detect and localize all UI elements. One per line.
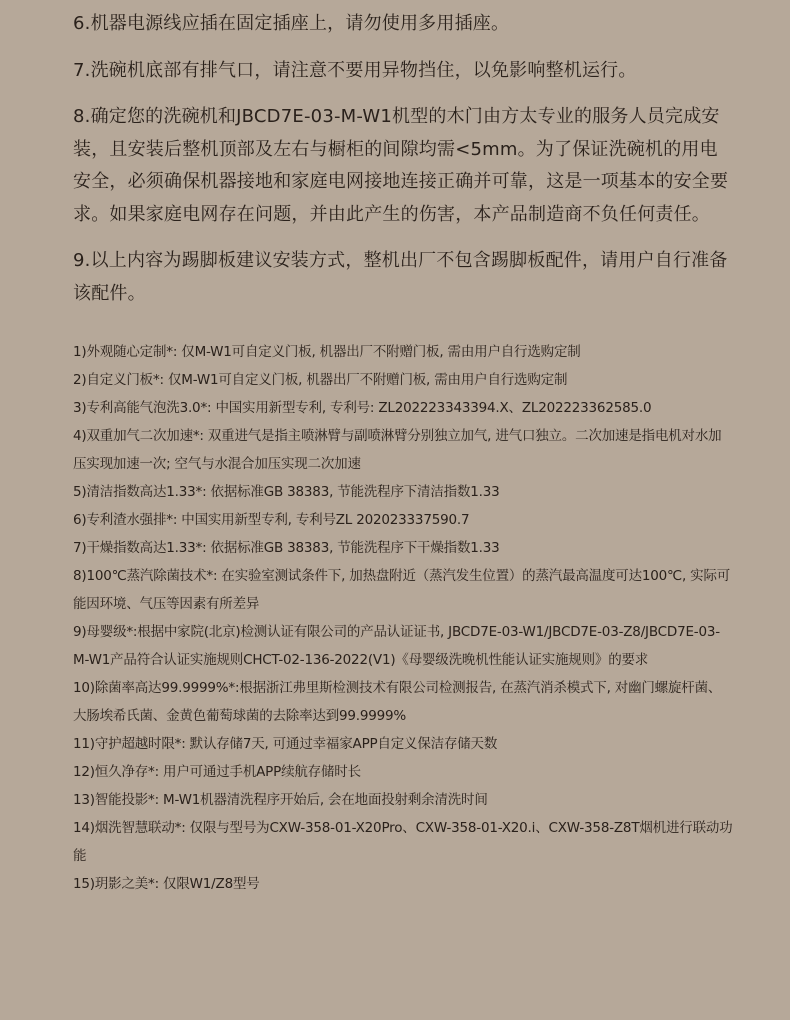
footnote-title: 100℃蒸汽除菌技术* — [86, 568, 213, 584]
footnote-item — [73, 478, 734, 506]
footnote-item — [73, 730, 734, 758]
footnote-description: : 中国实用新型专利, 专利号ZL 202023337590.7 — [172, 512, 470, 528]
footnote-title: 自定义门板* — [86, 372, 160, 388]
footnote-list — [73, 338, 734, 898]
footnote-item — [73, 674, 734, 730]
footnote-number: 9) — [73, 624, 87, 640]
footnote-number: 11) — [73, 736, 95, 752]
footnote-description: : 双重进气是指主喷淋臂与副喷淋臂分别独立加气, 进气口独立。二次加速是指电机对水加压实现加速一次; 空气与水混合加压实现二次加速 — [73, 428, 722, 472]
footnote-title: 清洁指数高达1.33* — [86, 484, 203, 500]
footnote-number: 12) — [73, 764, 95, 780]
note-item: 9.以上内容为踢脚板建议安装方式，整机出厂不包含踢脚板配件，请用户自行准备该配件。 — [73, 250, 728, 304]
footnote-number: 1) — [73, 344, 87, 360]
footnote-item — [73, 506, 734, 534]
footnote-description: :根据浙江弗里斯检测技术有限公司检测报告, 在蒸汽消杀模式下, 对幽门螺旋杆菌、大肠埃希氏菌、金黄色葡萄球菌的去除率达到99.9999% — [73, 680, 722, 724]
footnote-number: 7) — [73, 540, 87, 556]
footnote-number: 10) — [73, 680, 95, 696]
footnote-title: 除菌率高达99.9999%* — [94, 680, 235, 696]
footnote-title: 玥影之美* — [94, 876, 155, 892]
footnote-number: 6) — [73, 512, 87, 528]
footnote-title: 恒久净存* — [94, 764, 155, 780]
installation-notes — [73, 8, 734, 310]
note-item: 6.机器电源线应插在固定插座上，请勿使用多用插座。 — [73, 13, 510, 34]
footnote-number: 15) — [73, 876, 95, 892]
footnote-description: : 仅限W1/Z8型号 — [154, 876, 260, 892]
note-item: 7.洗碗机底部有排气口，请注意不要用异物挡住，以免影响整机运行。 — [73, 59, 637, 81]
footnote-title: 外观随心定制* — [86, 344, 173, 360]
footnote-item — [73, 870, 734, 898]
footnote-item — [73, 366, 734, 394]
footnote-title: 烟洗智慧联动* — [94, 820, 182, 836]
footnote-title: 干燥指数高达1.33* — [86, 540, 203, 556]
footnote-number: 14) — [73, 820, 95, 836]
footnote-number: 5) — [73, 484, 87, 500]
footnote-item — [73, 338, 734, 366]
footnote-description: :根据中家院(北京)检测认证有限公司的产品认证证书, JBCD7E-03-W1/JBCD7E-03-Z8/JBCD7E-03-M-W1产品符合认证实施规则CHCT-02-136-2022(V1)《母婴级洗晚机性能认证实施规则》的要求 — [73, 624, 720, 668]
footnote-description: : 仅M-W1可自定义门板, 机器出厂不附赠门板, 需由用户自行选购定制 — [159, 372, 568, 388]
footnote-item — [73, 786, 734, 814]
footnote-item — [73, 758, 734, 786]
footnote-number: 13) — [73, 792, 95, 808]
footnote-description: : 中国实用新型专利, 专利号: ZL202223343394.X、ZL202223362585.0 — [207, 400, 652, 416]
footnote-description: : 默认存储7天, 可通过幸福家APP自定义保洁存储天数 — [181, 736, 498, 752]
footnote-item — [73, 618, 734, 674]
footnote-title: 智能投影* — [94, 792, 155, 808]
footnote-title: 专利高能气泡洗3.0* — [86, 400, 207, 416]
footnote-description: : 仅M-W1可自定义门板, 机器出厂不附赠门板, 需由用户自行选购定制 — [172, 344, 581, 360]
footnote-number: 8) — [73, 568, 87, 584]
footnote-title: 专利渣水强排* — [86, 512, 173, 528]
footnote-title: 双重加气二次加速* — [86, 428, 200, 444]
footnote-description: : 在实验室测试条件下, 加热盘附近（蒸汽发生位置）的蒸汽最高温度可达100℃, 实际可能因环境、气压等因素有所差异 — [73, 568, 731, 612]
footnote-description: : 依据标准GB 38383, 节能洗程序下清洁指数1.33 — [202, 484, 500, 500]
footnote-item — [73, 562, 734, 618]
footnote-title: 守护超越时限* — [94, 736, 182, 752]
footnote-item — [73, 814, 734, 870]
footnote-description: : M-W1机器清洗程序开始后, 会在地面投射剩余清洗时间 — [154, 792, 488, 808]
footnote-number: 3) — [73, 400, 87, 416]
footnote-item — [73, 534, 734, 562]
footnote-title: 母婴级* — [86, 624, 133, 640]
footnote-item — [73, 422, 734, 478]
footnote-number: 2) — [73, 372, 87, 388]
footnote-description: : 依据标准GB 38383, 节能洗程序下干燥指数1.33 — [202, 540, 500, 556]
footnote-description: : 仅限与型号为CXW-358-01-X20Pro、CXW-358-01-X20.i、CXW-358-Z8T烟机进行联动功能 — [73, 820, 733, 864]
footnote-description: : 用户可通过手机APP续航存储时长 — [154, 764, 361, 780]
footnote-number: 4) — [73, 428, 87, 444]
footnote-item — [73, 394, 734, 422]
note-item: 8.确定您的洗碗机和JBCD7E-03-M-W1机型的木门由方太专业的服务人员完成安装，且安装后整机顶部及左右与橱柜的间隙均需<5mm。为了保证洗碗机的用电安全，必须确保机器接地和家庭电网接地连接正确并可靠，这是一项基本的安全要求。如果家庭电网存在问题，并由此产生的伤害，本产品制造商不负任何责任。 — [73, 106, 729, 225]
